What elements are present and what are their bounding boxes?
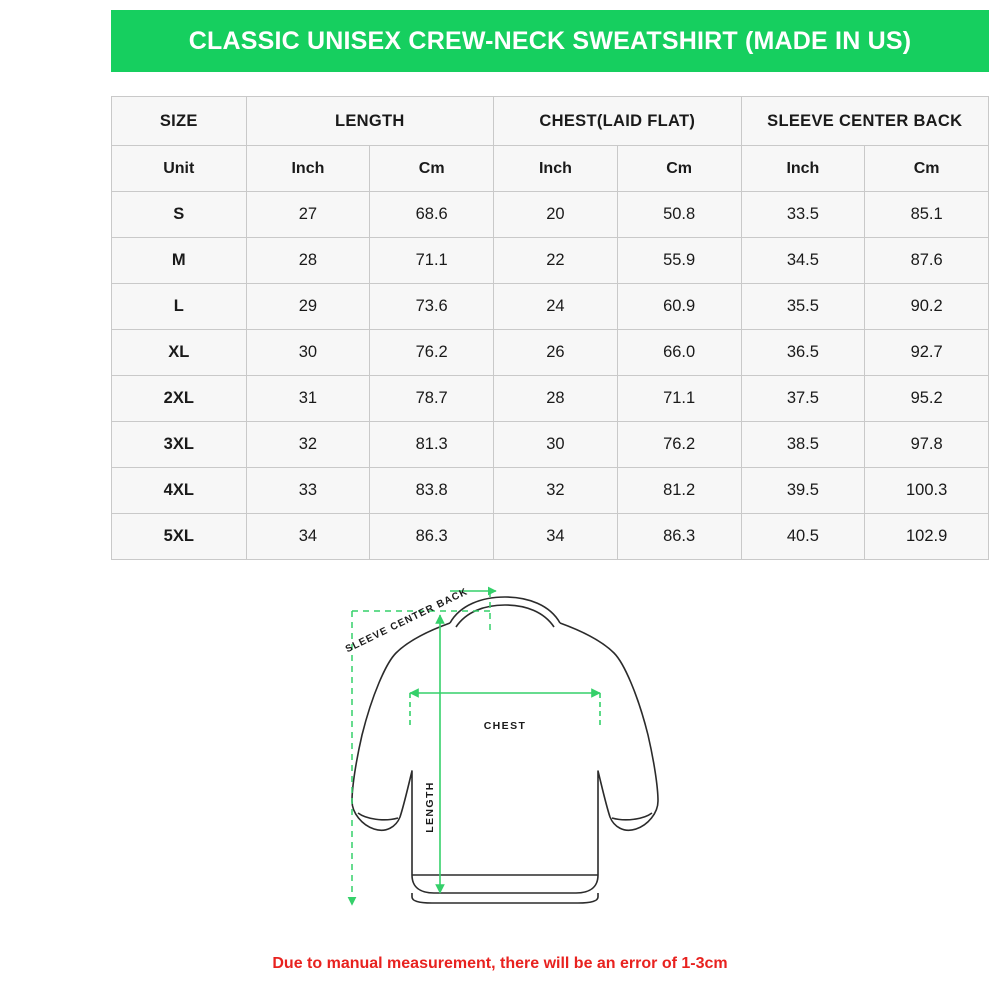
cell-size: M	[112, 238, 247, 284]
cell-size: XL	[112, 330, 247, 376]
unit-sleeve-inch: Inch	[741, 146, 865, 192]
cell-sleeve-cm: 95.2	[865, 376, 989, 422]
cell-sleeve-inch: 34.5	[741, 238, 865, 284]
cell-length-inch: 34	[246, 514, 370, 560]
cell-sleeve-cm: 102.9	[865, 514, 989, 560]
table-row	[112, 284, 989, 330]
cell-sleeve-cm: 85.1	[865, 192, 989, 238]
table-row	[112, 514, 989, 560]
cell-size: S	[112, 192, 247, 238]
cell-chest-cm: 71.1	[617, 376, 741, 422]
column-header-chest: CHEST(LAID FLAT)	[494, 97, 741, 146]
cell-chest-cm: 66.0	[617, 330, 741, 376]
cell-chest-cm: 55.9	[617, 238, 741, 284]
cell-length-inch: 27	[246, 192, 370, 238]
unit-length-cm: Cm	[370, 146, 494, 192]
cell-size: 2XL	[112, 376, 247, 422]
cell-sleeve-cm: 97.8	[865, 422, 989, 468]
page-title: CLASSIC UNISEX CREW-NECK SWEATSHIRT (MADE IN US)	[188, 26, 912, 55]
cell-sleeve-cm: 90.2	[865, 284, 989, 330]
column-header-sleeve: SLEEVE CENTER BACK	[741, 97, 988, 146]
cell-chest-cm: 81.2	[617, 468, 741, 514]
chest-label: CHEST	[483, 720, 527, 732]
table-row	[112, 192, 989, 238]
cell-length-inch: 32	[246, 422, 370, 468]
cell-chest-inch: 24	[494, 284, 618, 330]
unit-length-inch: Inch	[246, 146, 370, 192]
cell-length-cm: 86.3	[370, 514, 494, 560]
cell-length-cm: 81.3	[370, 422, 494, 468]
cell-length-inch: 30	[246, 330, 370, 376]
unit-chest-cm: Cm	[617, 146, 741, 192]
cell-size: L	[112, 284, 247, 330]
table-row	[112, 330, 989, 376]
table-row	[112, 376, 989, 422]
column-header-size: SIZE	[112, 97, 247, 146]
cell-chest-inch: 30	[494, 422, 618, 468]
cell-sleeve-inch: 33.5	[741, 192, 865, 238]
table-header-unit-row	[112, 146, 989, 192]
cell-sleeve-cm: 92.7	[865, 330, 989, 376]
cell-size: 4XL	[112, 468, 247, 514]
cell-chest-cm: 50.8	[617, 192, 741, 238]
length-label: LENGTH	[424, 781, 436, 833]
cell-length-cm: 78.7	[370, 376, 494, 422]
cell-chest-inch: 34	[494, 514, 618, 560]
header-banner	[111, 10, 989, 72]
cell-sleeve-inch: 35.5	[741, 284, 865, 330]
table-row	[112, 468, 989, 514]
sleeve-label: SLEEVE CENTER BACK	[343, 586, 470, 656]
garment-diagram	[300, 575, 720, 925]
cell-length-inch: 31	[246, 376, 370, 422]
cell-chest-inch: 28	[494, 376, 618, 422]
column-header-length: LENGTH	[246, 97, 493, 146]
cell-sleeve-inch: 37.5	[741, 376, 865, 422]
unit-sleeve-cm: Cm	[865, 146, 989, 192]
cell-sleeve-cm: 87.6	[865, 238, 989, 284]
table-header-group-row	[112, 97, 989, 146]
cell-sleeve-inch: 40.5	[741, 514, 865, 560]
cell-length-cm: 68.6	[370, 192, 494, 238]
cell-sleeve-inch: 38.5	[741, 422, 865, 468]
unit-label: Unit	[112, 146, 247, 192]
cell-length-cm: 71.1	[370, 238, 494, 284]
cell-length-inch: 33	[246, 468, 370, 514]
cell-sleeve-inch: 36.5	[741, 330, 865, 376]
size-chart-table	[111, 96, 989, 560]
cell-length-inch: 29	[246, 284, 370, 330]
unit-chest-inch: Inch	[494, 146, 618, 192]
cell-chest-inch: 26	[494, 330, 618, 376]
sweatshirt-outline	[352, 597, 658, 903]
cell-length-cm: 73.6	[370, 284, 494, 330]
cell-size: 3XL	[112, 422, 247, 468]
cell-chest-inch: 22	[494, 238, 618, 284]
cell-length-cm: 83.8	[370, 468, 494, 514]
cell-length-inch: 28	[246, 238, 370, 284]
table-row	[112, 238, 989, 284]
cell-chest-inch: 32	[494, 468, 618, 514]
cell-sleeve-cm: 100.3	[865, 468, 989, 514]
table-row	[112, 422, 989, 468]
measurement-disclaimer: Due to manual measurement, there will be an error of 1-3cm	[272, 955, 728, 972]
cell-chest-cm: 76.2	[617, 422, 741, 468]
cell-chest-cm: 60.9	[617, 284, 741, 330]
cell-size: 5XL	[112, 514, 247, 560]
cell-chest-cm: 86.3	[617, 514, 741, 560]
cell-sleeve-inch: 39.5	[741, 468, 865, 514]
cell-length-cm: 76.2	[370, 330, 494, 376]
cell-chest-inch: 20	[494, 192, 618, 238]
